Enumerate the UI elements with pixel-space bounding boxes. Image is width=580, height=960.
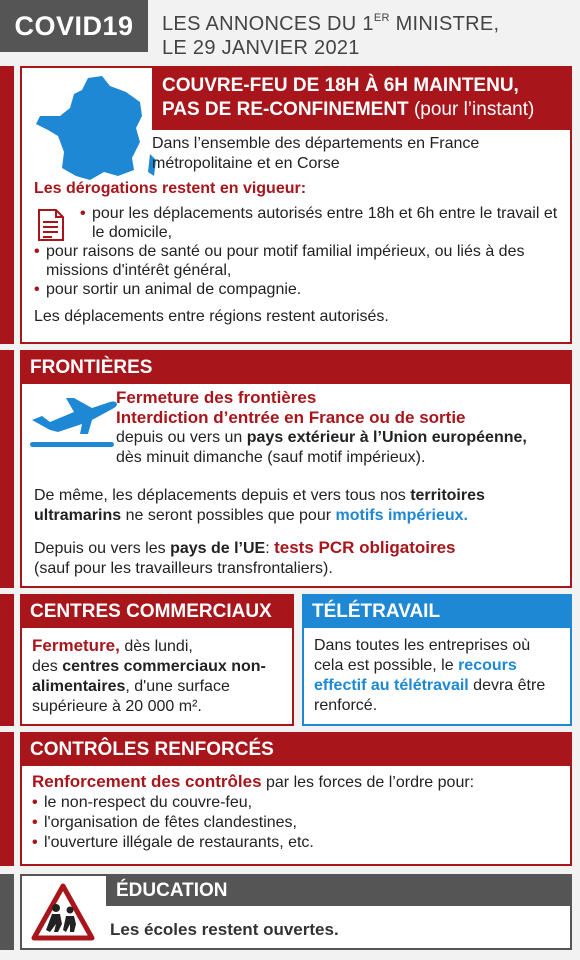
document-icon xyxy=(36,208,66,242)
curfew-subtitle xyxy=(152,134,479,174)
borders-line4: dès minuit dimanche (sauf motif impérieux). xyxy=(116,449,426,466)
borders-para3 xyxy=(34,538,560,579)
para3-c: : xyxy=(265,540,275,557)
curfew-heading xyxy=(152,68,570,130)
para3-a: Depuis ou vers les xyxy=(34,540,171,557)
controls-text xyxy=(22,766,570,859)
list-item: • l'ouverture illégale de restaurants, etc. xyxy=(32,833,560,853)
side-bar-education xyxy=(0,874,14,950)
controls-intro-a: Renforcement des contrôles xyxy=(32,772,262,791)
malls-t1: Fermeture, xyxy=(32,636,120,655)
para2-d: motifs impérieux. xyxy=(335,507,468,524)
curfew-section xyxy=(20,66,572,344)
malls-heading: CENTRES COMMERCIAUX xyxy=(22,596,292,628)
title-line2: LE 29 JANVIER 2021 xyxy=(162,37,360,59)
para3-e: (sauf pour les travailleurs transfrontaliers). xyxy=(34,560,333,577)
malls-section xyxy=(20,594,294,726)
side-bar-controls xyxy=(0,732,14,866)
curfew-heading-line1: COUVRE-FEU DE 18H À 6H MAINTENU, xyxy=(162,75,519,96)
header xyxy=(0,0,580,60)
borders-line3-b: pays extérieur à l’Union européenne, xyxy=(246,429,527,446)
malls-text xyxy=(22,628,292,725)
telework-t1: Dans toutes les entreprises où cela est possible, le xyxy=(314,637,531,674)
france-map-icon xyxy=(30,72,160,184)
education-text: Les écoles restent ouvertes. xyxy=(110,920,339,939)
borders-line2: Interdiction d’entrée en France ou de sortie xyxy=(116,408,466,427)
borders-line3 xyxy=(116,428,562,448)
controls-section xyxy=(20,732,572,866)
list-item: • pour raisons de santé ou pour motif familial impérieux, ou liés à des missions d'intérêt général, xyxy=(34,242,560,280)
para2-c: ne seront possibles que pour xyxy=(121,507,336,524)
curfew-sub-line1: Dans l’ensemble des départements en France xyxy=(152,135,480,152)
list-item: • le non-respect du couvre-feu, xyxy=(32,793,560,813)
list-item: • l'organisation de fêtes clandestines, xyxy=(32,813,560,833)
title-line1-prefix: LES ANNONCES DU 1 xyxy=(162,13,374,35)
title-line1-suffix: MINISTRE, xyxy=(389,13,500,35)
list-item: • pour les déplacements autorisés entre 18h et 6h entre le travail et le domicile, xyxy=(80,204,560,242)
borders-heading: FRONTIÈRES xyxy=(22,352,570,384)
covid-badge: COVID19 xyxy=(0,0,148,52)
telework-heading: TÉLÉTRAVAIL xyxy=(304,596,570,628)
education-section xyxy=(20,874,572,950)
derogations-list xyxy=(34,204,560,299)
school-warning-icon xyxy=(30,882,96,942)
side-bar-borders xyxy=(0,350,14,588)
borders-line1: Fermeture des frontières xyxy=(116,388,317,407)
borders-section xyxy=(20,350,572,588)
telework-t3: devra être renforcé. xyxy=(314,677,546,714)
curfew-footer: Les déplacements entre régions restent autorisés. xyxy=(34,308,389,325)
side-bar-malls xyxy=(0,594,14,726)
airplane-icon xyxy=(28,394,120,450)
page-title xyxy=(162,6,499,60)
derogations-title: Les dérogations restent en vigueur: xyxy=(34,180,307,197)
para3-d: tests PCR obligatoires xyxy=(274,538,456,557)
malls-t2: dès lundi, xyxy=(119,638,193,655)
telework-section xyxy=(302,594,572,726)
telework-t2: recours effectif au télétravail xyxy=(314,657,517,694)
borders-para2 xyxy=(34,486,560,526)
para2-b: territoires ultramarins xyxy=(34,487,485,524)
controls-intro xyxy=(32,772,560,793)
education-heading: ÉDUCATION xyxy=(106,876,570,906)
curfew-heading-paren: (pour l’instant) xyxy=(413,99,535,120)
borders-line3-a: depuis ou vers un xyxy=(116,429,247,446)
malls-t5: , d'une surface supérieure à 20 000 m². xyxy=(32,678,230,715)
para2-a: De même, les déplacements depuis et vers tous nos xyxy=(34,487,411,504)
telework-text xyxy=(304,628,570,724)
para3-b: pays de l’UE xyxy=(170,540,266,557)
controls-heading: CONTRÔLES RENFORCÉS xyxy=(22,734,570,766)
controls-intro-b: par les forces de l’ordre pour: xyxy=(261,774,475,791)
curfew-heading-line2: PAS DE RE-CONFINEMENT xyxy=(162,99,409,120)
borders-main-text xyxy=(116,388,562,468)
malls-t4: centres commerciaux non-alimentaires xyxy=(32,658,266,695)
malls-t3: des xyxy=(32,658,63,675)
side-bar-curfew xyxy=(0,66,14,344)
list-item: • pour sortir un animal de compagnie. xyxy=(34,280,560,299)
curfew-sub-line2: métropolitaine et en Corse xyxy=(152,155,340,172)
title-sup: ER xyxy=(373,12,390,24)
